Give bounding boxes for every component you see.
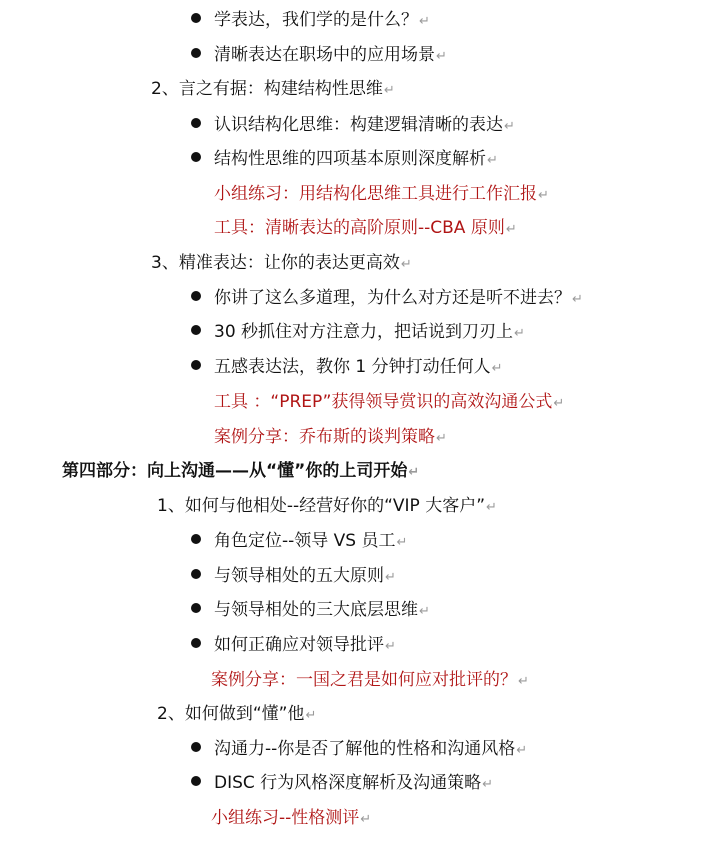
case-note — [211, 667, 529, 693]
paragraph-mark-icon: ↵ — [505, 222, 517, 237]
bullet-item — [191, 528, 407, 554]
item-text: 五感表达法，教你 1 分钟打动任何人 — [214, 357, 491, 377]
bullet-item — [191, 563, 396, 589]
bullet-item — [191, 736, 527, 762]
paragraph-mark-icon: ↵ — [385, 639, 396, 654]
section-title-text: 第四部分：向上沟通——从“懂”你的上司开始 — [62, 461, 408, 481]
item-text: 你讲了这么多道理，为什么对方还是听不进去？ — [214, 288, 571, 308]
bullet-item — [191, 770, 493, 796]
bullet-dot-icon — [191, 534, 201, 544]
numbered-heading — [157, 493, 497, 519]
bullet-item — [191, 42, 447, 68]
paragraph-mark-icon: ↵ — [491, 361, 503, 376]
bullet-dot-icon — [191, 569, 201, 579]
paragraph-mark-icon: ↵ — [518, 674, 529, 689]
tool-note — [214, 389, 564, 415]
exercise-note — [214, 181, 549, 207]
paragraph-mark-icon: ↵ — [487, 153, 498, 168]
heading-text: 2、如何做到“懂”他 — [157, 704, 305, 724]
bullet-dot-icon — [191, 291, 201, 301]
bullet-dot-icon — [191, 118, 201, 128]
case-note — [214, 424, 447, 450]
paragraph-mark-icon: ↵ — [360, 812, 372, 827]
item-text: 30 秒抓住对方注意力，把话说到刀刃上 — [214, 322, 514, 342]
heading-text: 3、精准表达：让你的表达更高效 — [151, 253, 400, 273]
bullet-item — [191, 7, 430, 33]
bullet-item — [191, 597, 430, 623]
numbered-heading — [151, 250, 412, 276]
paragraph-mark-icon: ↵ — [436, 49, 447, 64]
paragraph-mark-icon: ↵ — [482, 777, 494, 792]
paragraph-mark-icon: ↵ — [436, 431, 447, 446]
paragraph-mark-icon: ↵ — [504, 119, 515, 134]
note-text: 小组练习：用结构化思维工具进行工作汇报 — [214, 184, 537, 204]
bullet-item — [191, 146, 498, 172]
bullet-item — [191, 112, 515, 138]
paragraph-mark-icon: ↵ — [305, 708, 317, 723]
paragraph-mark-icon: ↵ — [514, 326, 525, 341]
item-text: 与领导相处的五大原则 — [214, 566, 384, 586]
bullet-item — [191, 354, 503, 380]
paragraph-mark-icon: ↵ — [396, 535, 408, 550]
bullet-dot-icon — [191, 360, 201, 370]
numbered-heading — [151, 76, 395, 102]
bullet-dot-icon — [191, 638, 201, 648]
item-text: 如何正确应对领导批评 — [214, 635, 384, 655]
exercise-note — [211, 805, 371, 831]
paragraph-mark-icon: ↵ — [572, 292, 583, 307]
note-text: 小组练习--性格测评 — [211, 808, 360, 828]
tool-note — [214, 215, 517, 241]
paragraph-mark-icon: ↵ — [419, 14, 430, 29]
bullet-item — [191, 632, 396, 658]
paragraph-mark-icon: ↵ — [486, 500, 497, 515]
paragraph-mark-icon: ↵ — [516, 743, 528, 758]
note-text: 案例分享：一国之君是如何应对批评的？ — [211, 670, 517, 690]
item-text: 角色定位--领导 VS 员工 — [214, 531, 396, 551]
item-text: 清晰表达在职场中的应用场景 — [214, 45, 435, 65]
bullet-dot-icon — [191, 13, 201, 23]
bullet-dot-icon — [191, 742, 201, 752]
item-text: 认识结构化思维：构建逻辑清晰的表达 — [214, 115, 503, 135]
note-text: 工具：清晰表达的高阶原则--CBA 原则 — [214, 218, 505, 238]
paragraph-mark-icon: ↵ — [385, 570, 396, 585]
item-text: 沟通力--你是否了解他的性格和沟通风格 — [214, 739, 516, 759]
numbered-heading — [157, 701, 316, 727]
bullet-dot-icon — [191, 325, 201, 335]
bullet-item — [191, 319, 525, 345]
paragraph-mark-icon: ↵ — [400, 257, 412, 272]
note-text: 工具 ：“PREP”获得领导赏识的高效沟通公式 — [214, 392, 553, 412]
item-text: 结构性思维的四项基本原则深度解析 — [214, 149, 486, 169]
item-text: DISC 行为风格深度解析及沟通策略 — [214, 773, 482, 793]
paragraph-mark-icon: ↵ — [383, 83, 395, 98]
item-text: 学表达，我们学的是什么？ — [214, 10, 418, 30]
bullet-item — [191, 285, 583, 311]
paragraph-mark-icon: ↵ — [538, 188, 549, 203]
section-title — [62, 458, 419, 484]
paragraph-mark-icon: ↵ — [419, 604, 430, 619]
item-text: 与领导相处的三大底层思维 — [214, 600, 418, 620]
bullet-dot-icon — [191, 603, 201, 613]
heading-text: 1、如何与他相处--经营好你的“VIP 大客户” — [157, 496, 485, 516]
bullet-dot-icon — [191, 152, 201, 162]
heading-text: 2、言之有据：构建结构性思维 — [151, 79, 383, 99]
paragraph-mark-icon: ↵ — [408, 465, 420, 480]
paragraph-mark-icon: ↵ — [553, 396, 565, 411]
bullet-dot-icon — [191, 776, 201, 786]
note-text: 案例分享：乔布斯的谈判策略 — [214, 427, 435, 447]
bullet-dot-icon — [191, 48, 201, 58]
